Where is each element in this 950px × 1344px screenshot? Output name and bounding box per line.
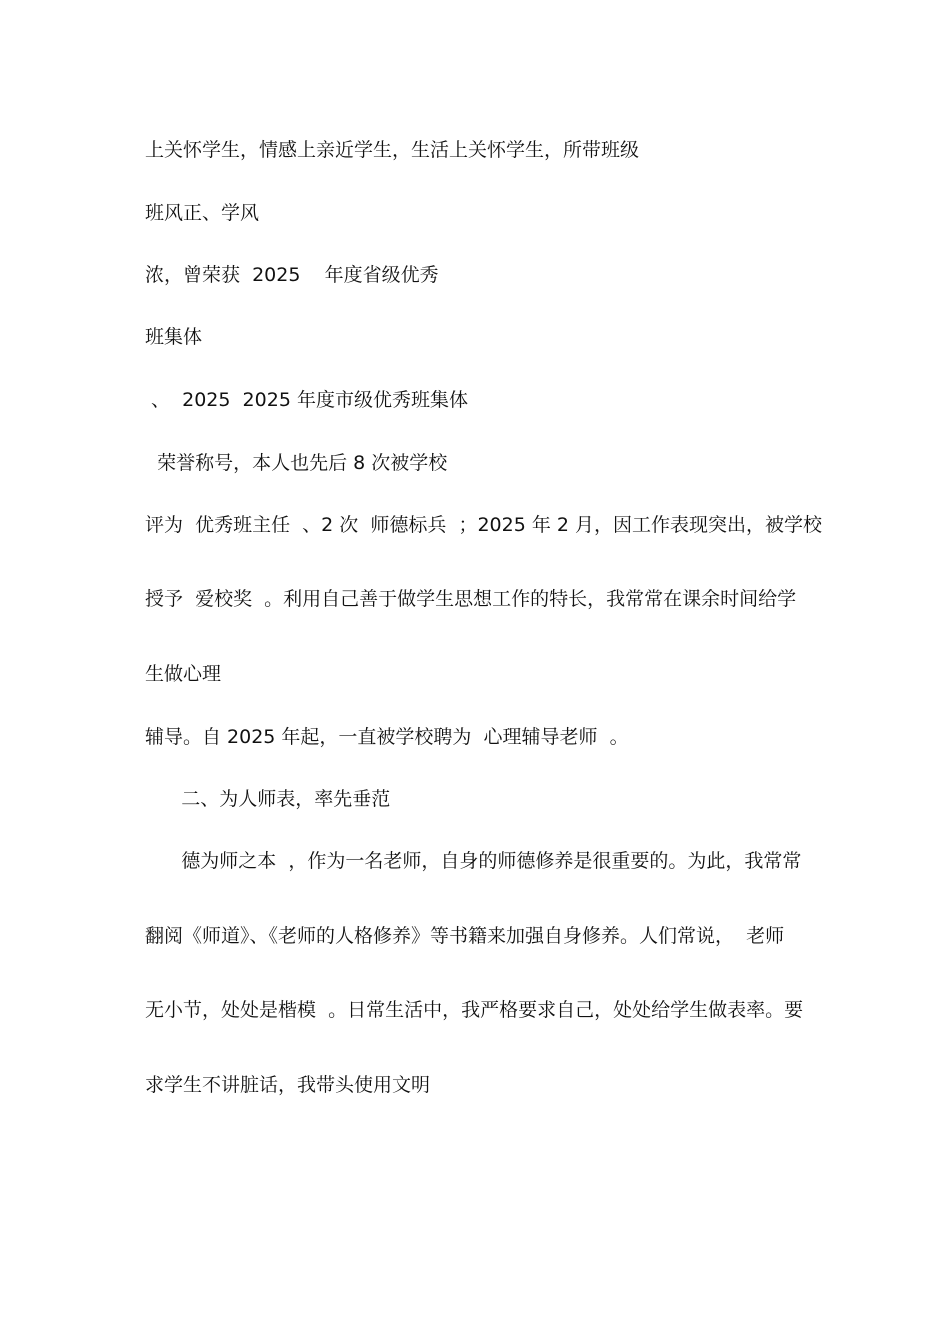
text-line: 班集体: [145, 326, 203, 348]
text-line: 生做心理: [145, 663, 222, 685]
text-line: 翻阅《师道》、《老师的人格修养》等书籍来加强自身修养。人们常说， 老师: [145, 925, 785, 947]
text-line: 上关怀学生，情感上亲近学生，生活上关怀学生，所带班级: [145, 139, 640, 161]
text-line: 荣誉称号，本人也先后 8 次被学校: [145, 452, 448, 474]
text-line: 授予 爱校奖 。利用自己善于做学生思想工作的特长，我常常在课余时间给学: [145, 588, 797, 610]
text-line: 无小节，处处是楷模 。日常生活中，我严格要求自己，处处给学生做表率。要: [145, 999, 804, 1021]
text-line: 、 2025 2025 年度市级优秀班集体: [145, 389, 468, 411]
text-line: 班风正、学风: [145, 202, 260, 224]
text-line: 求学生不讲脏话，我带头使用文明: [145, 1074, 431, 1096]
text-line: 德为师之本 ，作为一名老师，自身的师德修养是很重要的。为此，我常常: [145, 850, 802, 872]
text-line: 辅导。自 2025 年起，一直被学校聘为 心理辅导老师 。: [145, 726, 629, 748]
text-line: 评为 优秀班主任 、2 次 师德标兵 ；2025 年 2 月，因工作表现突出，被学校: [145, 514, 823, 536]
section-heading: 二、为人师表，率先垂范: [145, 788, 391, 810]
text-line: 浓，曾荣获 2025 年度省级优秀: [145, 264, 439, 286]
